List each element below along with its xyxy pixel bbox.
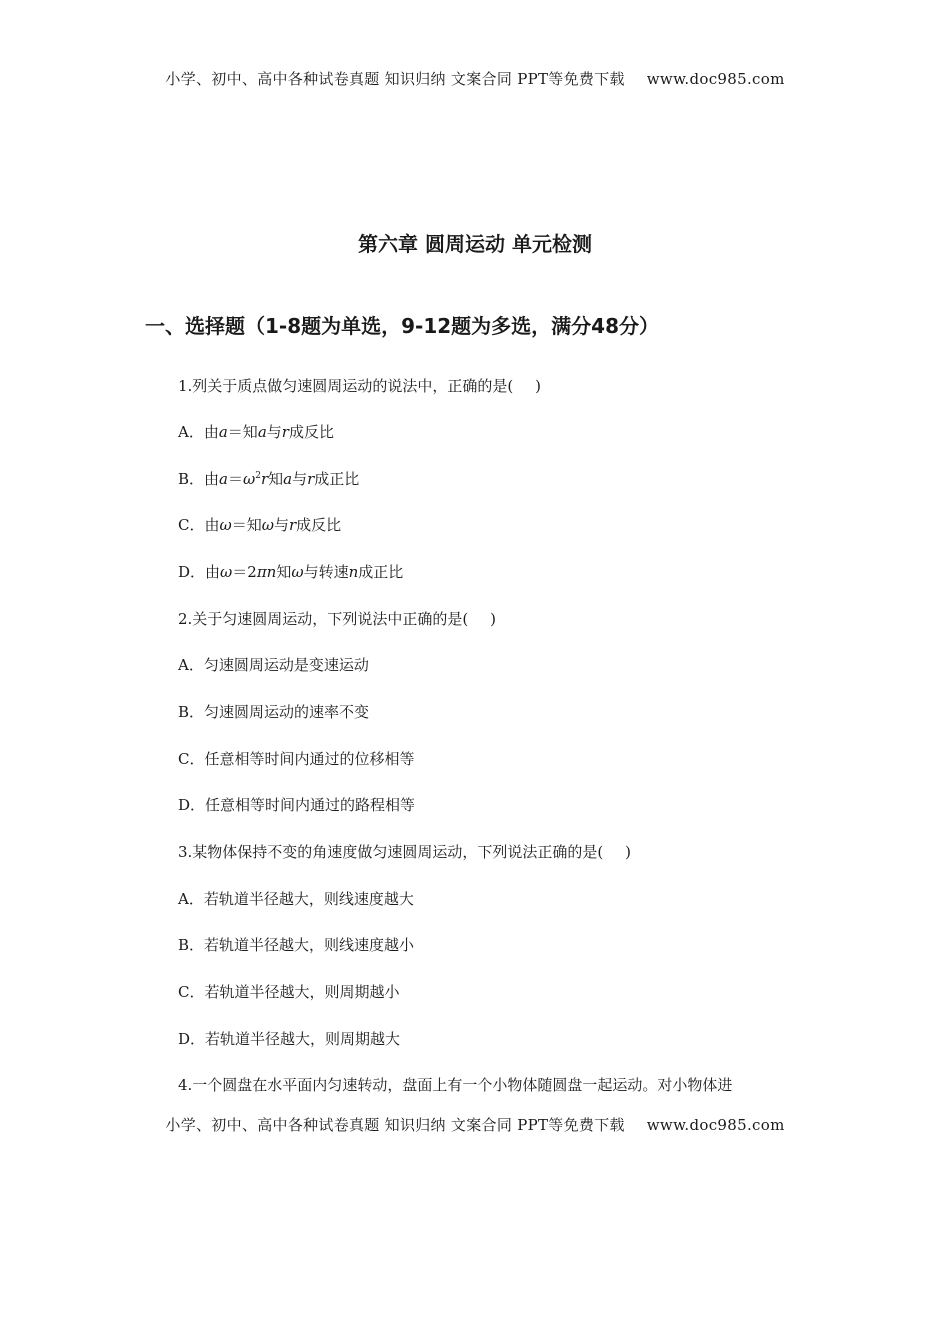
page-header: [0, 68, 950, 89]
question-3-option-a: A．若轨道半径越大，则线速度越大: [178, 890, 414, 908]
question-1-option-d: [178, 562, 403, 582]
option-text: 知: [276, 563, 292, 581]
question-stem-end: ): [490, 610, 497, 628]
footer-text: 小学、初中、高中各种试卷真题 知识归纳 文案合同 PPT等免费下载: [165, 1116, 625, 1134]
page-footer: [0, 1114, 950, 1135]
formula-var: ω: [220, 563, 233, 581]
option-label: C．由: [178, 516, 220, 534]
option-text: 成正比: [314, 470, 360, 488]
question-2-stem: [178, 609, 496, 629]
formula-var: a: [219, 470, 228, 488]
formula-rest: ＝知: [231, 516, 262, 534]
formula-var: ω: [219, 516, 232, 534]
question-1-option-c: [178, 515, 341, 535]
formula-var: πn: [256, 563, 277, 581]
question-2-option-a: A．匀速圆周运动是变速运动: [178, 656, 369, 674]
formula-exponent: 2: [255, 471, 261, 481]
footer-url[interactable]: www.doc985.com: [646, 1116, 785, 1134]
question-1-option-a: [178, 422, 334, 442]
formula-rest: ＝知: [227, 423, 258, 441]
formula-var: n: [348, 563, 359, 581]
question-stem-end: ): [535, 377, 542, 395]
option-text: 与: [273, 516, 289, 534]
question-3-option-c: C．若轨道半径越大，则周期越小: [178, 983, 400, 1001]
formula-var: a: [257, 423, 267, 441]
option-text: 与: [292, 470, 308, 488]
formula-var: r: [288, 516, 297, 534]
question-3-option-b: B．若轨道半径越大，则线速度越小: [178, 936, 415, 954]
question-stem-text: 2.关于匀速圆周运动，下列说法中正确的是(: [178, 610, 469, 628]
formula-var: a: [283, 470, 293, 488]
header-text: 小学、初中、高中各种试卷真题 知识归纳 文案合同 PPT等免费下载: [165, 70, 625, 88]
option-text: 成反比: [296, 516, 342, 534]
formula-var: ω: [261, 516, 274, 534]
question-2-option-b: B．匀速圆周运动的速率不变: [178, 703, 370, 721]
formula-rest: ＝2: [232, 563, 257, 581]
question-4-stem: 4.一个圆盘在水平面内匀速转动，盘面上有一个小物体随圆盘一起运动。对小物体进: [178, 1076, 733, 1094]
section-heading: 一、选择题（1-8题为单选，9-12题为多选，满分48分）: [145, 314, 660, 338]
formula-rest: ＝: [227, 470, 243, 488]
option-text: 与: [266, 423, 282, 441]
question-stem-text: 3.某物体保持不变的角速度做匀速圆周运动，下列说法正确的是(: [178, 843, 604, 861]
question-1-stem: [178, 376, 541, 396]
question-3-option-d: D．若轨道半径越大，则周期越大: [178, 1030, 401, 1048]
formula-var: r: [260, 470, 269, 488]
option-label: A．由: [178, 423, 219, 441]
question-stem-text: 1.列关于质点做匀速圆周运动的说法中，正确的是(: [178, 377, 514, 395]
question-3-stem: [178, 842, 631, 862]
header-url[interactable]: www.doc985.com: [646, 70, 785, 88]
formula-var: r: [281, 423, 289, 441]
option-text: 知: [268, 470, 284, 488]
option-text: 成正比: [358, 563, 404, 581]
formula-var: r: [307, 470, 315, 488]
question-2-option-d: D．任意相等时间内通过的路程相等: [178, 796, 416, 814]
option-text: 成反比: [288, 423, 334, 441]
formula-var: ω: [291, 563, 304, 581]
formula-var: ω: [243, 470, 256, 488]
option-label: D．由: [178, 563, 221, 581]
formula-var: a: [218, 423, 228, 441]
question-1-option-b: [178, 469, 359, 489]
question-2-option-c: C．任意相等时间内通过的位移相等: [178, 750, 415, 768]
document-title: 第六章 圆周运动 单元检测: [358, 232, 592, 256]
option-text: 与转速: [303, 563, 349, 581]
option-label: B．由: [178, 470, 220, 488]
question-stem-end: ): [625, 843, 632, 861]
